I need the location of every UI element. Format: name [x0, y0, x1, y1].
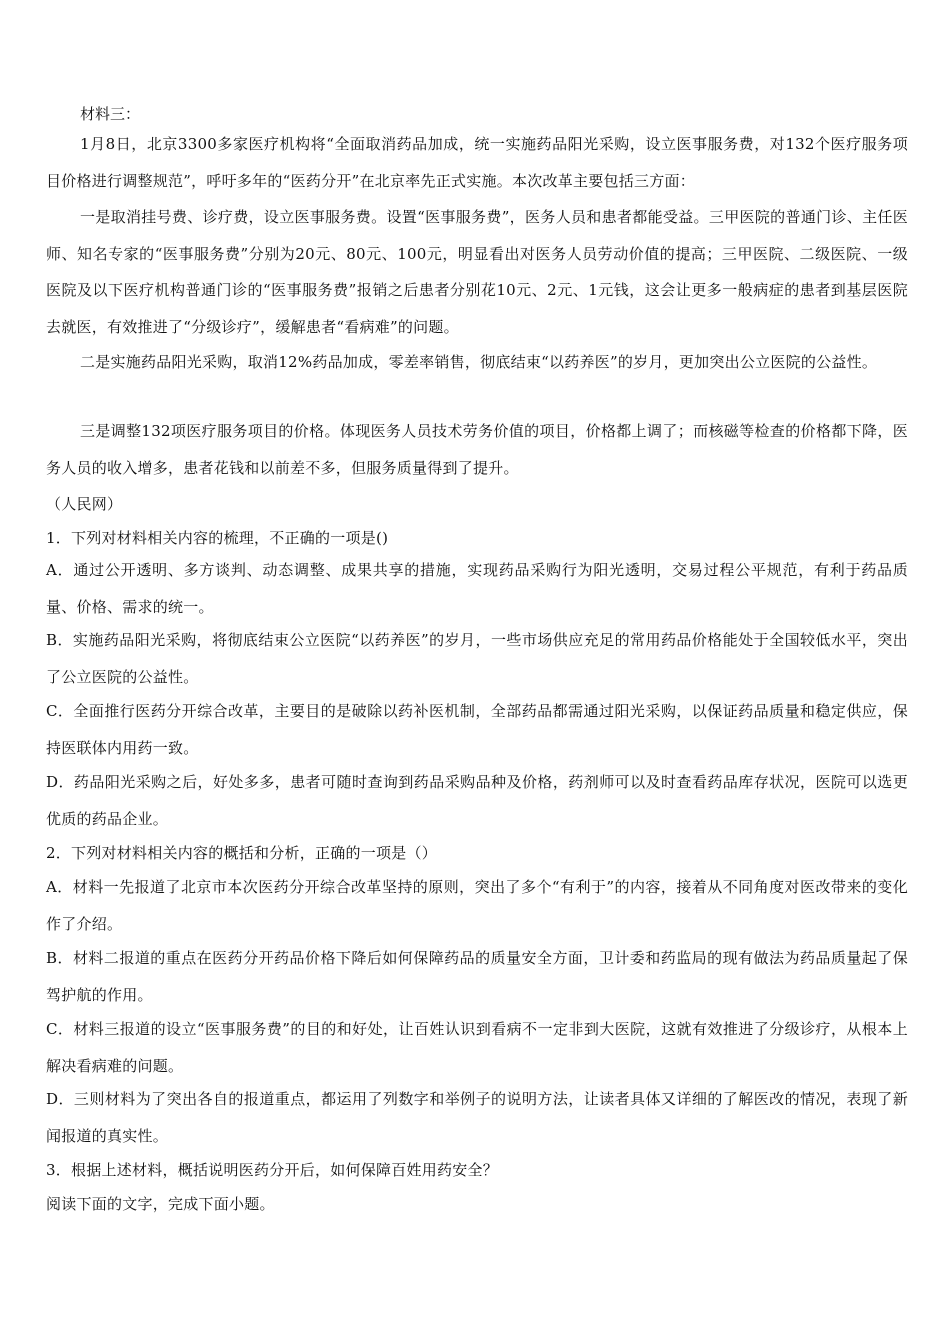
question-2-stem: 2．下列对材料相关内容的概括和分析，正确的一项是（）: [46, 844, 438, 862]
material3-source: （人民网）: [46, 495, 123, 513]
question-2-option-d: D．三则材料为了突出各自的报道重点，都运用了列数字和举例子的说明方法，让读者具体又详细的了解医改的情况，表现了新闻报道的真实性。: [46, 1090, 908, 1145]
question-2-option-a: A．材料一先报道了北京市本次医药分开综合改革坚持的原则，突出了多个“有利于”的内容，接着从不同角度对医改带来的变化作了介绍。: [46, 878, 908, 933]
question-1-option-a: A．通过公开透明、多方谈判、动态调整、成果共享的措施，实现药品采购行为阳光透明，交易过程公平规范，有利于药品质量、价格、需求的统一。: [46, 561, 908, 616]
question-1-option-d: D．药品阳光采购之后，好处多多，患者可随时查询到药品采购品种及价格，药剂师可以及时查看药品库存状况，医院可以选更优质的药品企业。: [46, 773, 908, 828]
question-2-option-c: C．材料三报道的设立“医事服务费”的目的和好处，让百姓认识到看病不一定非到大医院，这就有效推进了分级诊疗，从根本上解决看病难的问题。: [46, 1020, 908, 1075]
reading-instruction: 阅读下面的文字，完成下面小题。: [46, 1195, 275, 1213]
question-1-option-b: B．实施药品阳光采购，将彻底结束公立医院“以药养医”的岁月，一些市场供应充足的常用药品价格能处于全国较低水平，突出了公立医院的公益性。: [46, 631, 908, 686]
material3-paragraph-3: 二是实施药品阳光采购，取消12%药品加成，零差率销售，彻底结束“以药养医”的岁月，更加突出公立医院的公益性。: [80, 353, 878, 371]
material3-paragraph-4: 三是调整132项医疗服务项目的价格。体现医务人员技术劳务价值的项目，价格都上调了；而核磁等检查的价格都下降，医务人员的收入增多，患者花钱和以前差不多，但服务质量得到了提升。: [46, 422, 908, 477]
material3-paragraph-2: 一是取消挂号费、诊疗费，设立医事服务费。设置“医事服务费”，医务人员和患者都能受益。三甲医院的普通门诊、主任医师、知名专家的“医事服务费”分别为20元、80元、100元，明显看出对医务人员劳动价值的提高；三甲医院、二级医院、一级医院及以下医疗机构普通门诊的“医事服务费”报销之后患者分别花10元、2元、1元钱，这会让更多一般病症的患者到基层医院去就医，有效推进了“分级诊疗”，缓解患者“看病难”的问题。: [46, 208, 908, 336]
question-1-option-c: C．全面推行医药分开综合改革，主要目的是破除以药补医机制，全部药品都需通过阳光采购，以保证药品质量和稳定供应，保持医联体内用药一致。: [46, 702, 908, 757]
question-1-stem: 1．下列对材料相关内容的梳理，不正确的一项是(): [46, 529, 389, 547]
question-2-option-b: B．材料二报道的重点在医药分开药品价格下降后如何保障药品的质量安全方面，卫计委和药监局的现有做法为药品质量起了保驾护航的作用。: [46, 949, 908, 1004]
question-3-stem: 3．根据上述材料，概括说明医药分开后，如何保障百姓用药安全？: [46, 1161, 499, 1179]
material3-title: 材料三：: [80, 105, 141, 123]
material3-paragraph-1: 1月8日，北京3300多家医疗机构将“全面取消药品加成，统一实施药品阳光采购，设立医事服务费，对132个医疗服务项目价格进行调整规范”，呼吁多年的“医药分开”在北京率先正式实施。本次改革主要包括三方面：: [46, 135, 908, 190]
